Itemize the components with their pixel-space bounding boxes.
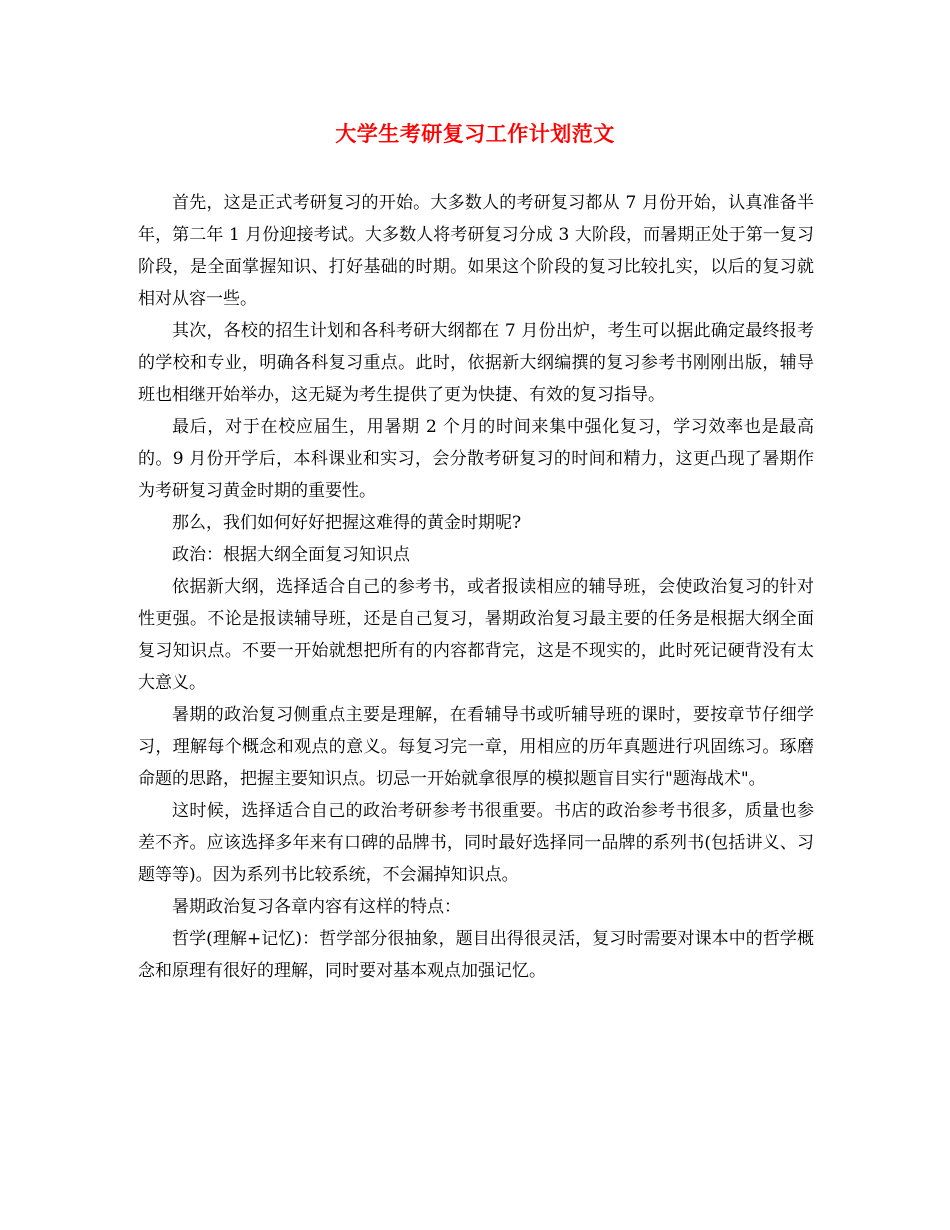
document-title: 大学生考研复习工作计划范文	[335, 121, 615, 146]
paragraph-last: 最后，对于在校应届生，用暑期 2 个月的时间来集中强化复习，学习效率也是最高的。9 月份开学后，本科课业和实习，会分散考研复习的时间和精力，这更凸现了暑期作为考研复习黄金时期的重要性。	[138, 417, 814, 501]
paragraph-question: 那么，我们如何好好把握这难得的黄金时期呢?	[172, 513, 522, 533]
paragraph-intro-first: 首先，这是正式考研复习的开始。大多数人的考研复习都从 7 月份开始，认真准备半年，第二年 1 月份迎接考试。大多数人将考研复习分成 3 大阶段，而暑期正处于第一复习阶段，是全面掌握知识、打好基础的时期。如果这个阶段的复习比较扎实，以后的复习就相对从容一些。	[138, 193, 814, 309]
document-body	[138, 187, 814, 987]
paragraph-politics-focus: 暑期的政治复习侧重点主要是理解，在看辅导书或听辅导班的课时，要按章节仔细学习，理解每个概念和观点的意义。每复习完一章，用相应的历年真题进行巩固练习。琢磨命题的思路，把握主要知识点。切忌一开始就拿很厚的模拟题盲目实行"题海战术"。	[138, 705, 814, 789]
paragraph-second: 其次，各校的招生计划和各科考研大纲都在 7 月份出炉，考生可以据此确定最终报考的学校和专业，明确各科复习重点。此时，依据新大纲编撰的复习参考书刚刚出版，辅导班也相继开始举办，这无疑为考生提供了更为快捷、有效的复习指导。	[138, 321, 814, 405]
section-heading-politics: 政治：根据大纲全面复习知识点	[172, 545, 410, 565]
paragraph-chapter-features: 暑期政治复习各章内容有这样的特点：	[172, 897, 461, 917]
paragraph-reference-books: 这时候，选择适合自己的政治考研参考书很重要。书店的政治参考书很多，质量也参差不齐。应该选择多年来有口碑的品牌书，同时最好选择同一品牌的系列书(包括讲义、习题等等)。因为系列书比较系统，不会漏掉知识点。	[138, 801, 814, 885]
paragraph-politics-outline: 依据新大纲，选择适合自己的参考书，或者报读相应的辅导班，会使政治复习的针对性更强。不论是报读辅导班，还是自己复习，暑期政治复习最主要的任务是根据大纲全面复习知识点。不要一开始就想把所有的内容都背完，这是不现实的，此时死记硬背没有太大意义。	[138, 577, 814, 693]
paragraph-philosophy: 哲学(理解+记忆)：哲学部分很抽象，题目出得很灵活，复习时需要对课本中的哲学概念和原理有很好的理解，同时要对基本观点加强记忆。	[138, 929, 814, 981]
